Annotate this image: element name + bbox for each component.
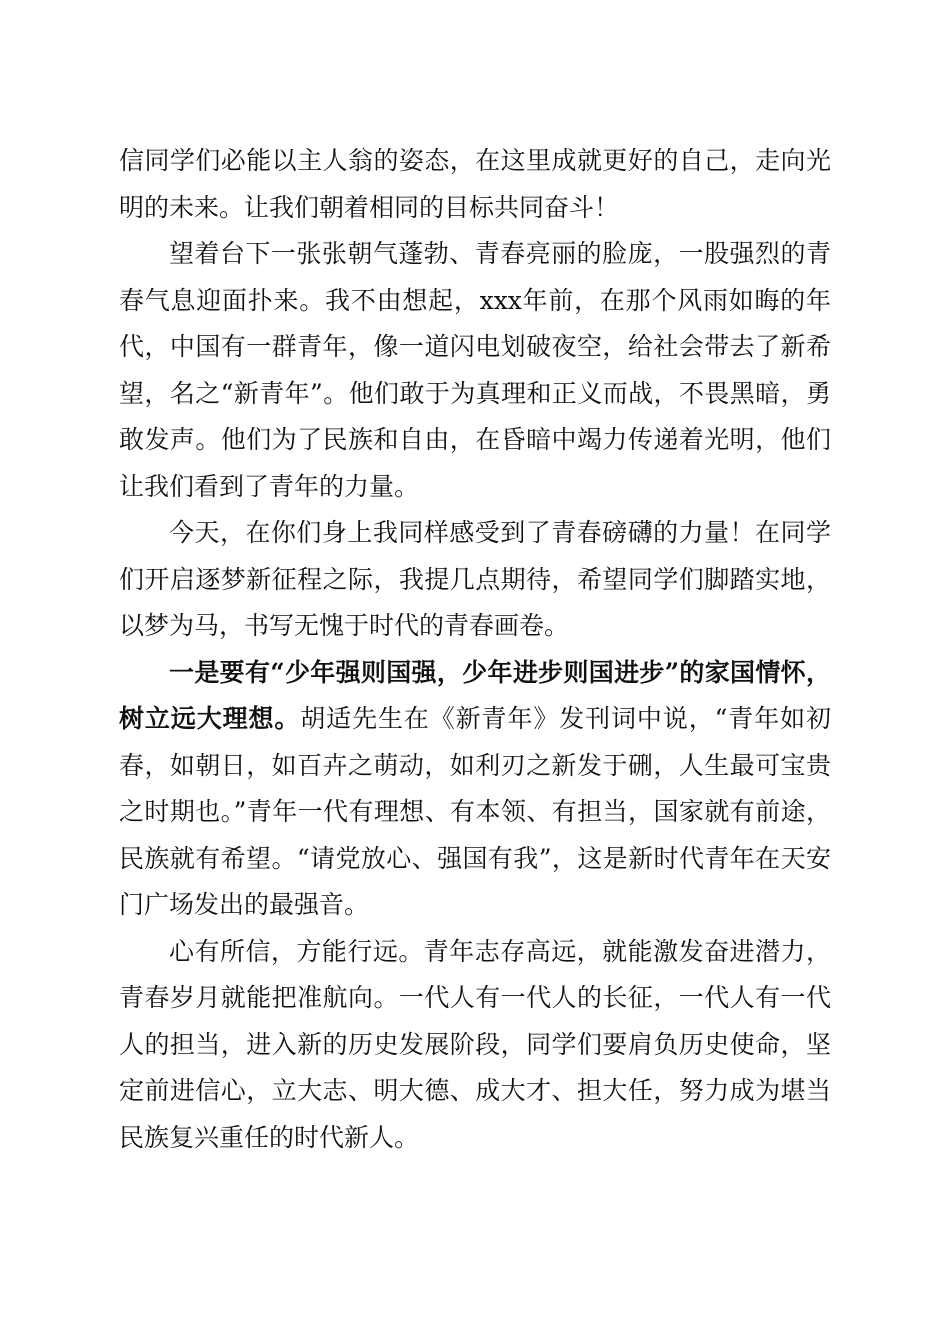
document-body	[119, 138, 831, 1161]
paragraph	[119, 231, 831, 510]
paragraph	[119, 650, 831, 929]
paragraph-text: 胡适先生在《新青年》发刊词中说，“青年如初春，如朝日，如百卉之萌动，如利刃之新发于硎，人生最可宝贵之时期也。”青年一代有理想、有本领、有担当，国家就有前途，民族就有希望。“请党放心、强国有我”，这是新时代青年在天安门广场发出的最强音。	[119, 704, 831, 919]
paragraph-text: 信同学们必能以主人翁的姿态，在这里成就更好的自己，走向光明的未来。让我们朝着相同的目标共同奋斗！	[119, 146, 831, 222]
paragraph	[119, 510, 831, 650]
paragraph	[119, 929, 831, 1162]
paragraph-continuation	[119, 138, 831, 231]
paragraph-lead-bold: 一是要有“少年强则国强，少年进步则国进步”的家国情怀，树立远大理想。	[119, 657, 831, 733]
paragraph-text: 望着台下一张张朝气蓬勃、青春亮丽的脸庞，一股强烈的青春气息迎面扑来。我不由想起，xxx年前，在那个风雨如晦的年代，中国有一群青年，像一道闪电划破夜空，给社会带去了新希望，名之“新青年”。他们敢于为真理和正义而战，不畏黑暗，勇敢发声。他们为了民族和自由，在昏暗中竭力传递着光明，他们让我们看到了青年的力量。	[119, 239, 831, 501]
paragraph-text: 心有所信，方能行远。青年志存高远，就能激发奋进潜力，青春岁月就能把准航向。一代人有一代人的长征，一代人有一代人的担当，进入新的历史发展阶段，同学们要肩负历史使命，坚定前进信心，立大志、明大德、成大才、担大任，努力成为堪当民族复兴重任的时代新人。	[119, 936, 831, 1152]
paragraph-text: 今天，在你们身上我同样感受到了青春磅礴的力量！在同学们开启逐梦新征程之际，我提几点期待，希望同学们脚踏实地，以梦为马，书写无愧于时代的青春画卷。	[119, 518, 831, 640]
